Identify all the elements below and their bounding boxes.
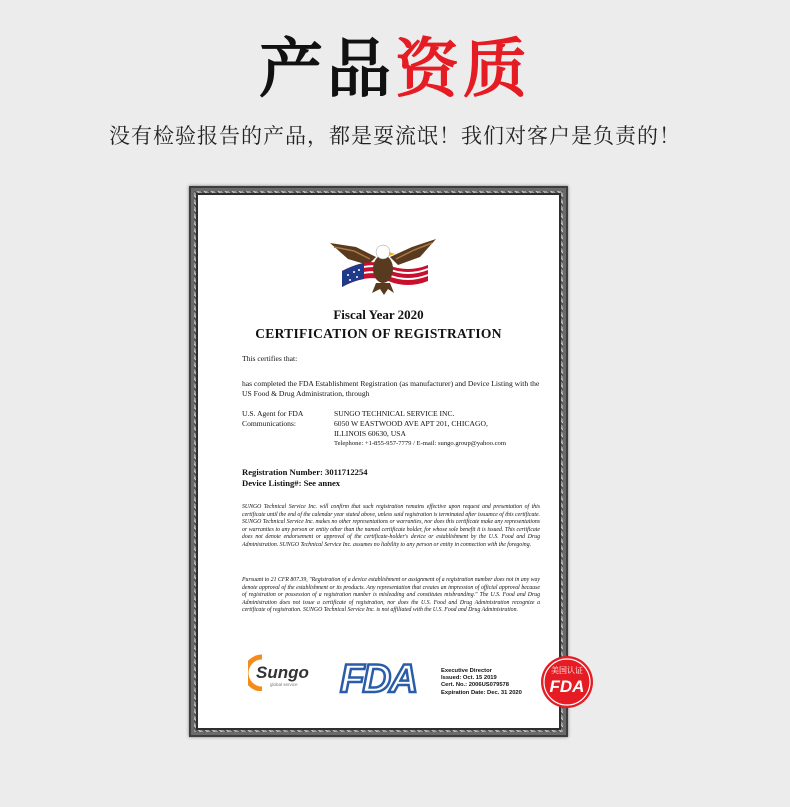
fda-logo-text: FDA bbox=[340, 657, 417, 698]
executive-block bbox=[441, 668, 522, 697]
agent-details bbox=[334, 409, 554, 449]
certificate-paper bbox=[198, 195, 559, 728]
agent-address-2: ILLINOIS 60630, USA bbox=[334, 429, 406, 438]
certificate-title: CERTIFICATION OF REGISTRATION bbox=[255, 326, 502, 341]
badge-main-text: FDA bbox=[549, 677, 585, 696]
agent-contact: Telephone: +1-855-957-7779 / E-mail: sungo.group@yahoo.com bbox=[334, 440, 506, 447]
exec-title: Executive Director bbox=[441, 668, 492, 674]
agent-labels bbox=[242, 409, 322, 429]
page-subtitle: 没有检验报告的产品，都是耍流氓！我们对客户是负责的！ bbox=[109, 124, 681, 148]
registration-block bbox=[242, 467, 368, 489]
disclaimer-paragraph-1: SUNGO Technical Service Inc. will confirm that such registration remains effective upon request and presentation of this certificate until the end of the calendar year stated above, unless said registration is terminated after issuance of this certificate. SUNGO Technical Service Inc. makes no other representations or warranties, nor does this certificate make any representations or warranties to any person or entity other than the named certificate holder, for whose sole benefit it is issued. This certificate does not denote endorsement or approval of the certificate-holder's device or establishment by the U.S. Food and Drug Administration. SUNGO Technical Service Inc. assumes no liability to any person or entity in connection with the foregoing. bbox=[242, 504, 540, 548]
page-title bbox=[0, 30, 790, 110]
disclaimer-paragraph-2: Pursuant to 21 CFR 807.39, "Registration of a device establishment or assignment of a registration number does not in any way denote approval of the establishment or its products. Any representation that creates an impression of official approval because of registration or possession of a registration number is misleading and constitutes misbranding." The U.S. Food and Drug Administration does not issue a certificate of registration, nor does the U.S. Food and Drug Administration recognize a certificate of registration. SUNGO Technical Service Inc. is not affiliated with the U.S. Food and Drug Administration. bbox=[242, 577, 540, 614]
sungo-logo-text: Sungo bbox=[256, 663, 309, 682]
sungo-logo bbox=[248, 651, 338, 691]
title-dark: 产品 bbox=[259, 33, 395, 107]
agent-label-1: U.S. Agent for FDA bbox=[242, 409, 304, 418]
fiscal-year: Fiscal Year 2020 bbox=[333, 307, 424, 322]
certifies-text: This certifies that: bbox=[242, 354, 298, 363]
badge-top-text: 美国认证 bbox=[551, 666, 583, 675]
sungo-logo-sub: global service bbox=[270, 682, 298, 687]
device-listing: Device Listing#: See annex bbox=[242, 478, 341, 488]
fda-badge bbox=[540, 655, 594, 709]
eagle-flag-emblem-icon bbox=[328, 235, 438, 297]
issued-date: Issued: Oct. 15 2019 bbox=[441, 675, 497, 682]
registration-number: Registration Number: 3011712254 bbox=[242, 467, 368, 477]
certificate-frame bbox=[189, 186, 568, 737]
agent-address-1: 6050 W EASTWOOD AVE APT 201, CHICAGO, bbox=[334, 419, 488, 428]
fda-logo bbox=[338, 654, 430, 698]
agent-label-2: Communications: bbox=[242, 419, 296, 428]
title-red: 资质 bbox=[395, 33, 531, 107]
cert-number: Cert. No.: 2006US079578 bbox=[441, 682, 509, 689]
completed-text: has completed the FDA Establishment Registration (as manufacturer) and Device Listing with the US Food & Drug Administration, through bbox=[242, 379, 540, 398]
expiration-date: Expiration Date: Dec. 31 2020 bbox=[441, 689, 522, 696]
agent-name: SUNGO TECHNICAL SERVICE INC. bbox=[334, 409, 455, 418]
